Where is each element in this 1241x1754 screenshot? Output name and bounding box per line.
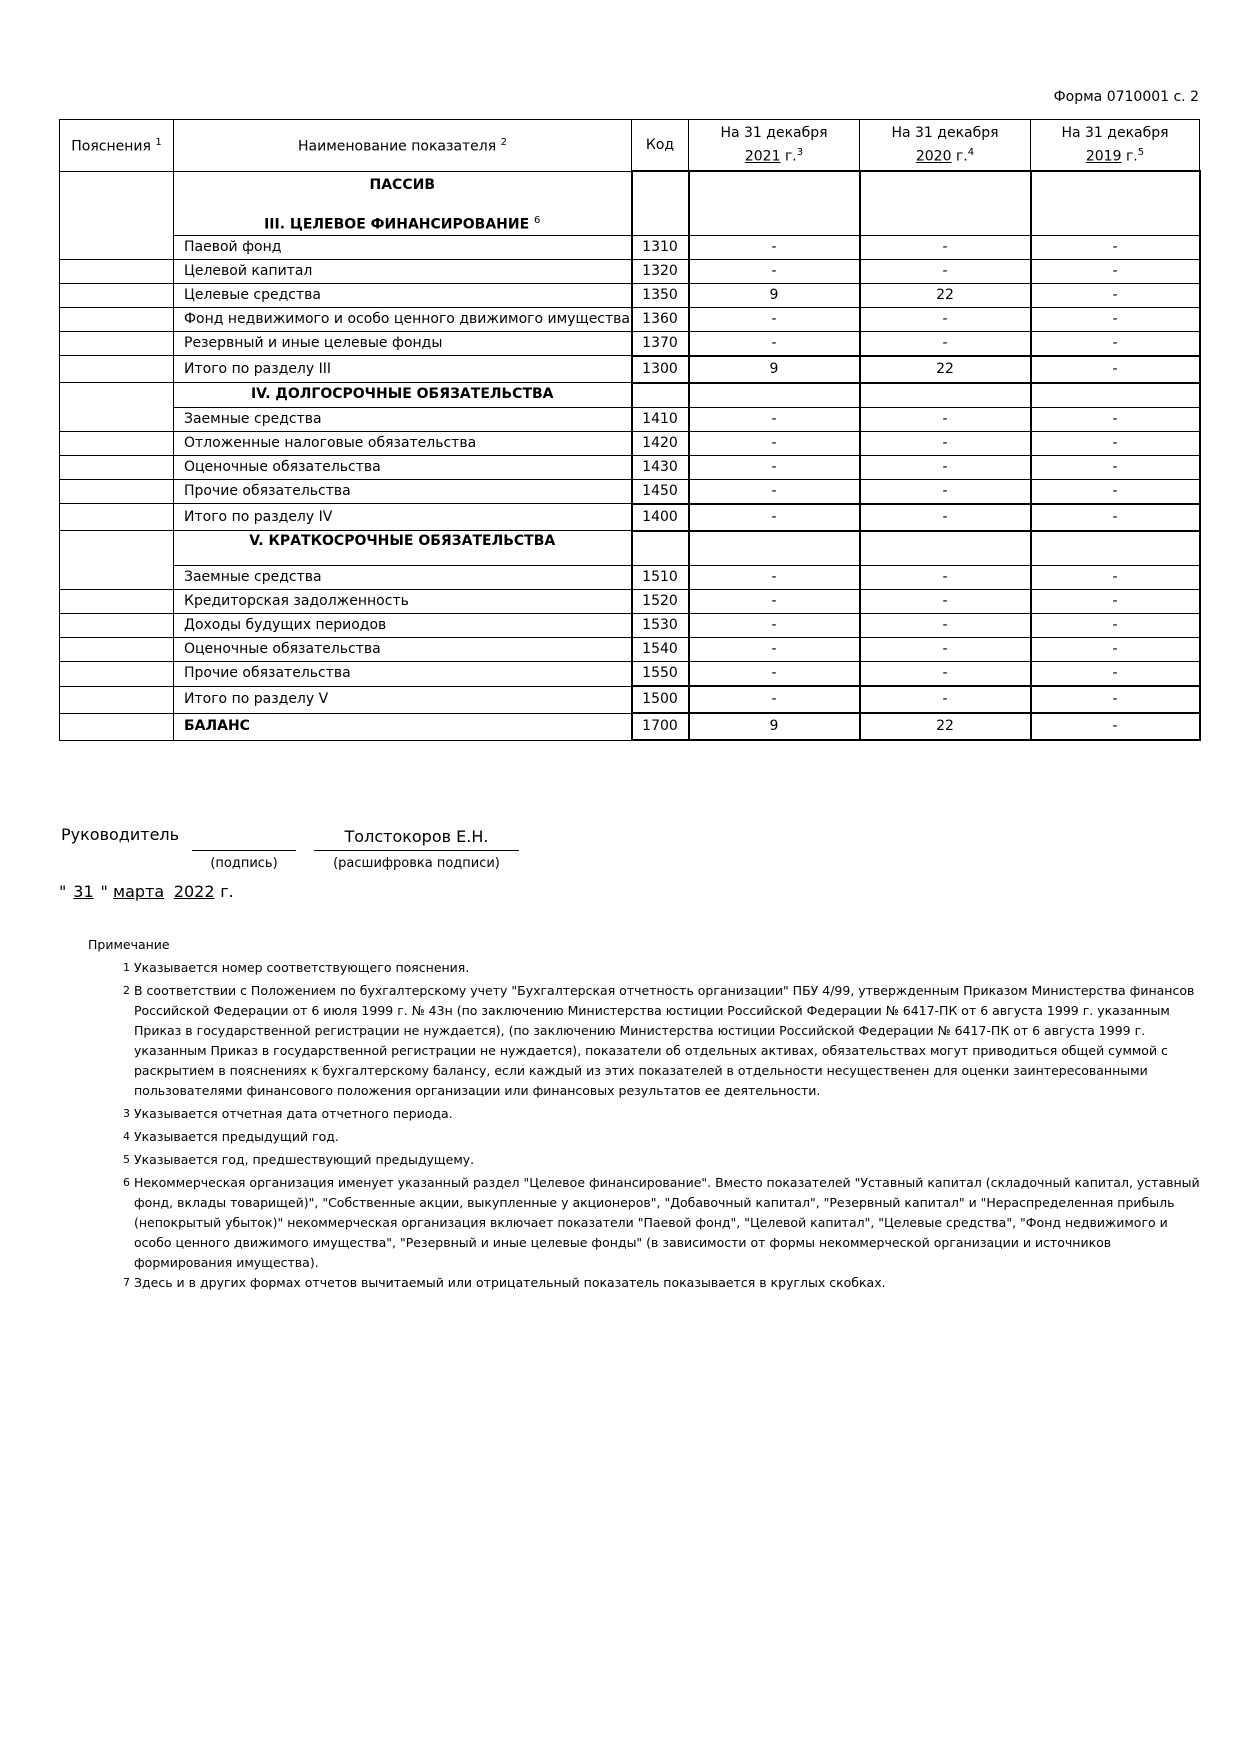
row-value-2019: - — [1031, 331, 1200, 356]
row-value-2019: - — [1031, 431, 1200, 455]
row-code: 1510 — [632, 566, 689, 590]
table-row — [60, 407, 1200, 431]
row-value-2020: - — [860, 590, 1031, 614]
table-row — [60, 283, 1200, 307]
row-value-2019: - — [1031, 504, 1200, 531]
row-name: Кредиторская задолженность — [174, 590, 632, 614]
footnote: 4 Указывается предыдущий год. — [123, 1129, 339, 1144]
section3-title: III. ЦЕЛЕВОЕ ФИНАНСИРОВАНИЕ $^6$ — [264, 214, 541, 233]
row-value-2021: - — [689, 431, 860, 455]
signer-name: Толстокоров Е.Н. — [344, 827, 489, 846]
row-value-2020: - — [860, 614, 1031, 638]
row-name: Оценочные обязательства — [174, 638, 632, 662]
row-code: 1540 — [632, 638, 689, 662]
header-date-col1: На 31 декабря 2021 г.$^3$ — [689, 120, 860, 172]
section5-title: V. КРАТКОСРОЧНЫЕ ОБЯЗАТЕЛЬСТВА — [174, 531, 632, 566]
row-name: Итого по разделу III — [174, 356, 632, 383]
row-value-2020: - — [860, 479, 1031, 504]
date-day: 31 — [73, 882, 94, 901]
row-value-2019: - — [1031, 259, 1200, 283]
row-value-2019: - — [1031, 307, 1200, 331]
row-value-2020: - — [860, 662, 1031, 687]
form-code: Форма 0710001 с. 2 — [1053, 89, 1199, 105]
row-value-2020: - — [860, 504, 1031, 531]
row-name: Оценочные обязательства — [174, 455, 632, 479]
row-code: 1700 — [632, 713, 689, 740]
date-year: 2022 — [173, 882, 215, 901]
row-name: Заемные средства — [174, 407, 632, 431]
section-title-row — [60, 383, 1200, 408]
row-value-2021: - — [689, 331, 860, 356]
row-value-2021: - — [689, 662, 860, 687]
table-row — [60, 614, 1200, 638]
row-code: 1410 — [632, 407, 689, 431]
row-value-2020: 22 — [860, 283, 1031, 307]
row-value-2019: - — [1031, 638, 1200, 662]
row-value-2020: - — [860, 407, 1031, 431]
passive-title: ПАССИВ — [369, 176, 435, 193]
row-value-2020: - — [860, 307, 1031, 331]
row-value-2020: - — [860, 259, 1031, 283]
row-name: Паевой фонд — [174, 235, 632, 259]
row-value-2020: - — [860, 235, 1031, 259]
footnotes-title: Примечание — [88, 937, 170, 952]
row-value-2020: - — [860, 566, 1031, 590]
footnote: 2 В соответствии с Положением по бухгалтерскому учету "Бухгалтерская отчетность организации" ПБУ 4/99, утвержденным Приказом Министерства финансов Российской Федерации от 6 июля 1999 г. № 43н (по заключению Министерства юстиции Российской Федерации № 6417-ПК от 6 августа 1999 г. указанным Приказ в государственной регистрации не нуждается), (по заключению Министерства юстиции Российской Федерации № 6417-ПК от 6 августа 1999 г. указанным Приказ в государственной регистрации не нуждается), показатели об отдельных активах, обязательствах могут приводиться общей суммой с раскрытием в пояснениях к бухгалтерскому балансу, если каждый из этих показателей в отдельности несущественен для оценки заинтересованными пользователями финансового положения организации или финансовых результатов ее деятельности. — [123, 983, 1195, 1098]
header-date-col2: На 31 декабря 2020 г.$^4$ — [860, 120, 1031, 172]
row-value-2019: - — [1031, 662, 1200, 687]
footnote: 6 Некоммерческая организация именует указанный раздел "Целевое финансирование". Вместо показателей "Уставный капитал (складочный капитал, уставный фонд, вклады товарищей)", "Собственные акции, выкупленные у акционеров", "Добавочный капитал", "Резервный капитал" и "Нераспределенная прибыль (непокрытый убыток)" некоммерческая организация включает показатели "Паевой фонд", "Целевой капитал", "Целевые средства", "Фонд недвижимого и особо ценного движимого имущества", "Резервный и иные целевые фонды" (в зависимости от формы некоммерческой организации и источников формирования имущества). — [123, 1175, 1200, 1270]
row-name: Доходы будущих периодов — [174, 614, 632, 638]
footnotes — [88, 935, 1203, 1293]
row-value-2021: - — [689, 479, 860, 504]
table-header-row — [60, 120, 1200, 172]
row-value-2019: - — [1031, 713, 1200, 740]
row-value-2020: - — [860, 638, 1031, 662]
row-name: Прочие обязательства — [174, 479, 632, 504]
row-value-2021: - — [689, 504, 860, 531]
row-value-2020: 22 — [860, 356, 1031, 383]
section5-total-row — [60, 686, 1200, 713]
row-value-2019: - — [1031, 614, 1200, 638]
row-code: 1360 — [632, 307, 689, 331]
row-value-2020: - — [860, 455, 1031, 479]
row-value-2020: 22 — [860, 713, 1031, 740]
row-value-2021: 9 — [689, 713, 860, 740]
table-row — [60, 590, 1200, 614]
footnote: 7 Здесь и в других формах отчетов вычитаемый или отрицательный показатель показывается в круглых скобках. — [123, 1275, 886, 1290]
row-name: Резервный и иные целевые фонды — [174, 331, 632, 356]
row-value-2019: - — [1031, 356, 1200, 383]
row-value-2021: - — [689, 235, 860, 259]
row-code: 1370 — [632, 331, 689, 356]
row-name: Целевые средства — [174, 283, 632, 307]
row-name: Заемные средства — [174, 566, 632, 590]
signature-line — [192, 850, 296, 851]
row-name: Целевой капитал — [174, 259, 632, 283]
table-row — [60, 431, 1200, 455]
row-value-2021: - — [689, 259, 860, 283]
row-value-2020: - — [860, 331, 1031, 356]
decoding-caption: (расшифровка подписи) — [333, 856, 500, 871]
footnote: 5 Указывается год, предшествующий предыдущему. — [123, 1152, 475, 1167]
section-title-row — [60, 531, 1200, 566]
row-code: 1310 — [632, 235, 689, 259]
row-name: БАЛАНС — [174, 713, 632, 740]
section3-total-row — [60, 356, 1200, 383]
table-row — [60, 235, 1200, 259]
footnote: 1 Указывается номер соответствующего пояснения. — [123, 960, 470, 975]
row-name: Отложенные налоговые обязательства — [174, 431, 632, 455]
header-indicator-name: Наименование показателя $^2$ — [174, 120, 632, 172]
row-value-2021: - — [689, 686, 860, 713]
row-code: 1300 — [632, 356, 689, 383]
row-value-2021: - — [689, 590, 860, 614]
row-value-2021: - — [689, 638, 860, 662]
row-name: Итого по разделу V — [174, 686, 632, 713]
row-code: 1500 — [632, 686, 689, 713]
table-row — [60, 479, 1200, 504]
row-name: Итого по разделу IV — [174, 504, 632, 531]
row-value-2019: - — [1031, 479, 1200, 504]
row-value-2019: - — [1031, 566, 1200, 590]
row-name: Прочие обязательства — [174, 662, 632, 687]
table-row — [60, 566, 1200, 590]
row-name: Фонд недвижимого и особо ценного движимого имущества — [174, 307, 632, 331]
row-value-2021: - — [689, 407, 860, 431]
row-value-2019: - — [1031, 686, 1200, 713]
row-value-2021: - — [689, 307, 860, 331]
row-code: 1430 — [632, 455, 689, 479]
header-code: Код — [632, 120, 689, 172]
signature-caption: (подпись) — [210, 856, 278, 871]
row-value-2020: - — [860, 686, 1031, 713]
row-code: 1530 — [632, 614, 689, 638]
date-month: марта — [113, 882, 165, 901]
row-value-2021: - — [689, 614, 860, 638]
row-value-2020: - — [860, 431, 1031, 455]
row-value-2019: - — [1031, 455, 1200, 479]
signer-role: Руководитель — [61, 825, 180, 844]
row-code: 1400 — [632, 504, 689, 531]
row-code: 1450 — [632, 479, 689, 504]
row-code: 1420 — [632, 431, 689, 455]
row-value-2019: - — [1031, 590, 1200, 614]
table-row — [60, 331, 1200, 356]
header-explanations: Пояснения $^1$ — [60, 120, 174, 172]
section-title-row — [60, 171, 1200, 235]
table-row — [60, 638, 1200, 662]
row-value-2019: - — [1031, 407, 1200, 431]
row-value-2019: - — [1031, 235, 1200, 259]
table-row — [60, 259, 1200, 283]
row-code: 1350 — [632, 283, 689, 307]
signing-date: " 31 " марта 2022 г. — [59, 882, 234, 901]
header-date-col3: На 31 декабря 2019 г.$^5$ — [1031, 120, 1200, 172]
row-value-2021: - — [689, 566, 860, 590]
section4-total-row — [60, 504, 1200, 531]
balance-liabilities-table — [59, 119, 1201, 741]
row-code: 1520 — [632, 590, 689, 614]
table-row — [60, 662, 1200, 687]
row-value-2019: - — [1031, 283, 1200, 307]
balance-total-row — [60, 713, 1200, 740]
decoding-line — [314, 850, 519, 851]
row-value-2021: - — [689, 455, 860, 479]
row-value-2021: 9 — [689, 283, 860, 307]
section4-title: IV. ДОЛГОСРОЧНЫЕ ОБЯЗАТЕЛЬСТВА — [174, 383, 632, 408]
row-value-2021: 9 — [689, 356, 860, 383]
row-code: 1320 — [632, 259, 689, 283]
table-row — [60, 455, 1200, 479]
table-row — [60, 307, 1200, 331]
footnote: 3 Указывается отчетная дата отчетного периода. — [123, 1106, 453, 1121]
row-code: 1550 — [632, 662, 689, 687]
